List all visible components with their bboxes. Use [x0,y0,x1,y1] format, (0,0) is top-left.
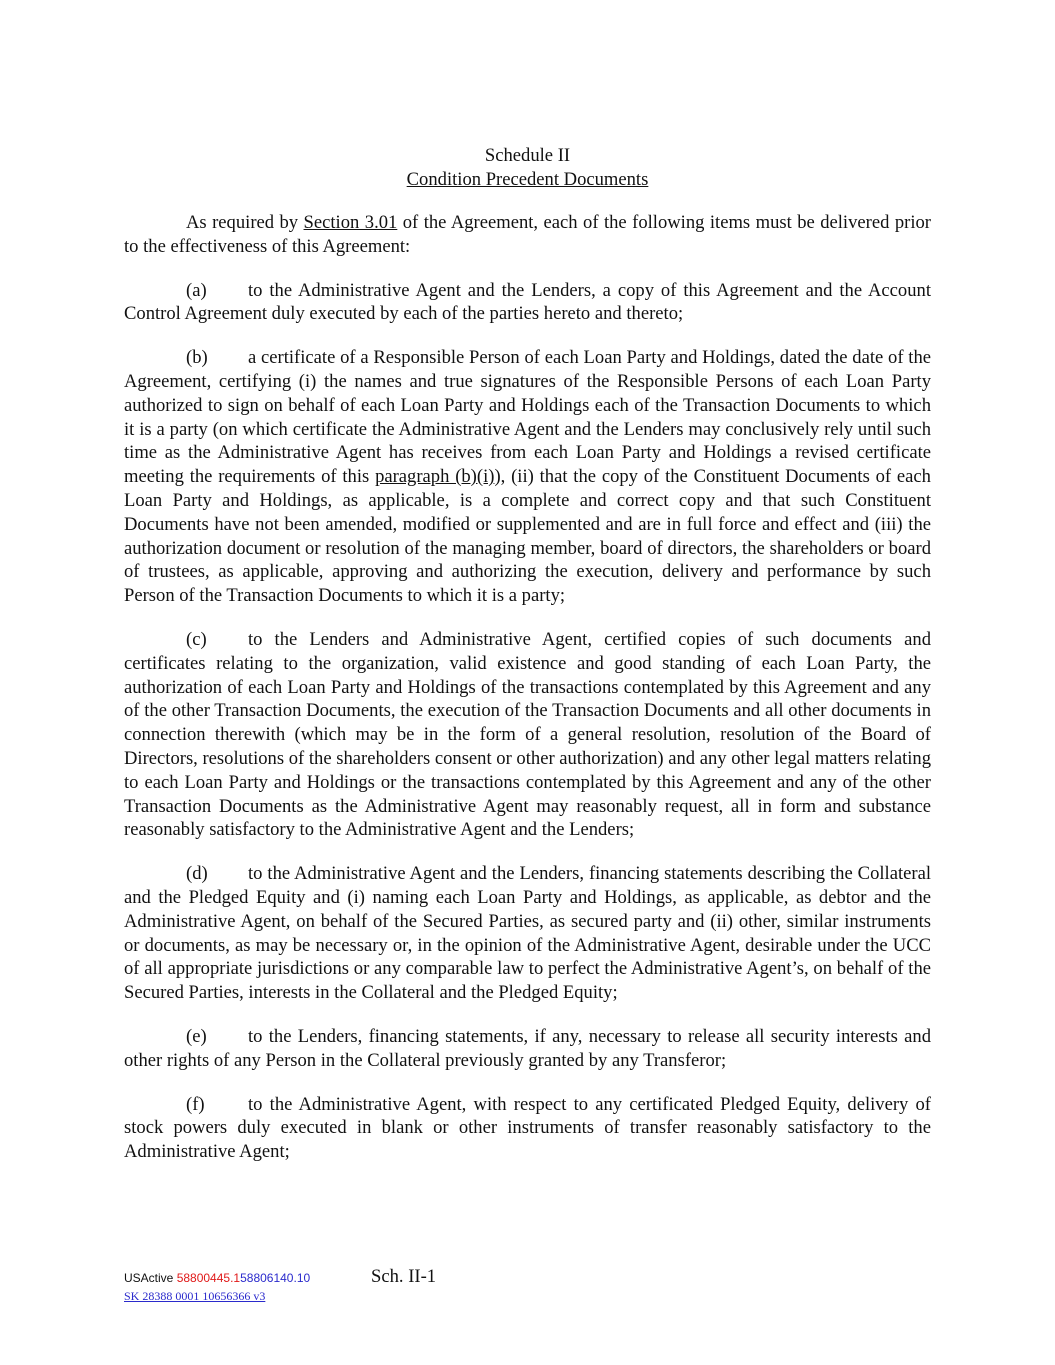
item-f [124,1093,931,1164]
item-text-post: ), (ii) that the copy of the Constituent Documents of each Loan Party and Holdings, as applicable, is a complete and correct copy and that such Constituent Documents have not been amended, modified or supplemented and are in full force and effect and (iii) the authorization document or resolution of the managing member, board of directors, the shareholders or board of trustees, as applicable, approving and authorizing the execution, delivery and performance by such Person of the Transaction Documents to which it is a party; [124,466,931,607]
item-c [124,628,931,842]
document-id-inserted: 58806140.10 [240,1271,311,1285]
item-b [124,346,931,608]
intro-text-pre: As required by [186,212,304,233]
item-text: to the Administrative Agent and the Lenders, a copy of this Agreement and the Account Control Agreement duly executed by each of the parties hereto and thereto; [124,279,931,325]
paragraph-reference-link[interactable]: paragraph (b)(i) [375,466,495,488]
page-footer [124,1266,931,1306]
document-id [124,1271,310,1285]
intro-paragraph [124,211,931,259]
item-label: (e) [186,1025,207,1047]
item-label: (c) [186,628,207,650]
item-label: (f) [186,1093,205,1115]
item-label: (b) [186,347,208,369]
item-text: to the Administrative Agent, with respect to any certificated Pledged Equity, delivery of stock powers duly executed in blank or other instruments of transfer reasonably satisfactory to the Administrative Agent; [124,1093,931,1163]
item-label: (d) [186,863,208,885]
item-text: to the Administrative Agent and the Lenders, financing statements describing the Collateral and the Pledged Equity and (i) naming each Loan Party and Holdings, as applicable, as debtor and the Administrative Agent, on behalf of the Secured Parties, as secured party and (ii) other, similar instruments or documents, as may be necessary or, in the opinion of the Administrative Agent, desirable under the UCC of all appropriate jurisdictions or any comparable law to perfect the Administrative Agent’s, on behalf of the Secured Parties, interests in the Collateral and the Pledged Equity; [124,863,931,1004]
item-text: to the Lenders, financing statements, if any, necessary to release all security interests and other rights of any Person in the Collateral previously granted by any Transferor; [124,1025,931,1071]
document-reference-link[interactable]: SK 28388 0001 10656366 v3 [124,1289,266,1303]
section-reference-link[interactable]: Section 3.01 [303,212,398,233]
item-e [124,1025,931,1073]
item-label: (a) [186,279,207,301]
schedule-title: Schedule II [484,145,571,166]
document-id-deleted: 58800445.1 [176,1271,241,1285]
item-text-pre: a certificate of a Responsible Person of each Loan Party and Holdings, dated the date of the Agreement, certifying (i) the names and true signatures of the Responsible Persons of each Loan Party authorized to sign on behalf of each Loan Party and Holdings each of the Transaction Documents to which it is a party (on which certificate the Administrative Agent and the Lenders may conclusively rely until such time as the Administrative Agent has receives from each Loan Party and Holdings a revised certificate meeting the requirements of this [124,347,931,488]
schedule-subtitle: Condition Precedent Documents [406,169,649,190]
document-body [124,144,931,1184]
intro-text-post: of the Agreement, each of the following items must be delivered prior to the effectiveness of this Agreement: [124,212,931,257]
document-id-prefix: USActive [124,1271,177,1285]
item-a [124,279,931,327]
item-d [124,862,931,1005]
item-text: to the Lenders and Administrative Agent, certified copies of such documents and certificates relating to the organization, valid existence and good standing of each Loan Party, the authorization of each Loan Party and Holdings of the transactions contemplated by this Agreement and any of the other Transaction Documents, the execution of the Transaction Documents and all other documents in connection therewith (which may be in the form of a general resolution, resolution of the Board of Directors, resolutions of the shareholders consent or other authorization) and any other legal matters relating to each Loan Party and Holdings or the transactions contemplated by this Agreement and any of the other Transaction Documents as the Administrative Agent may reasonably request, all in form and substance reasonably satisfactory to the Administrative Agent and the Lenders; [124,628,932,841]
page-number: Sch. II-1 [371,1266,437,1287]
